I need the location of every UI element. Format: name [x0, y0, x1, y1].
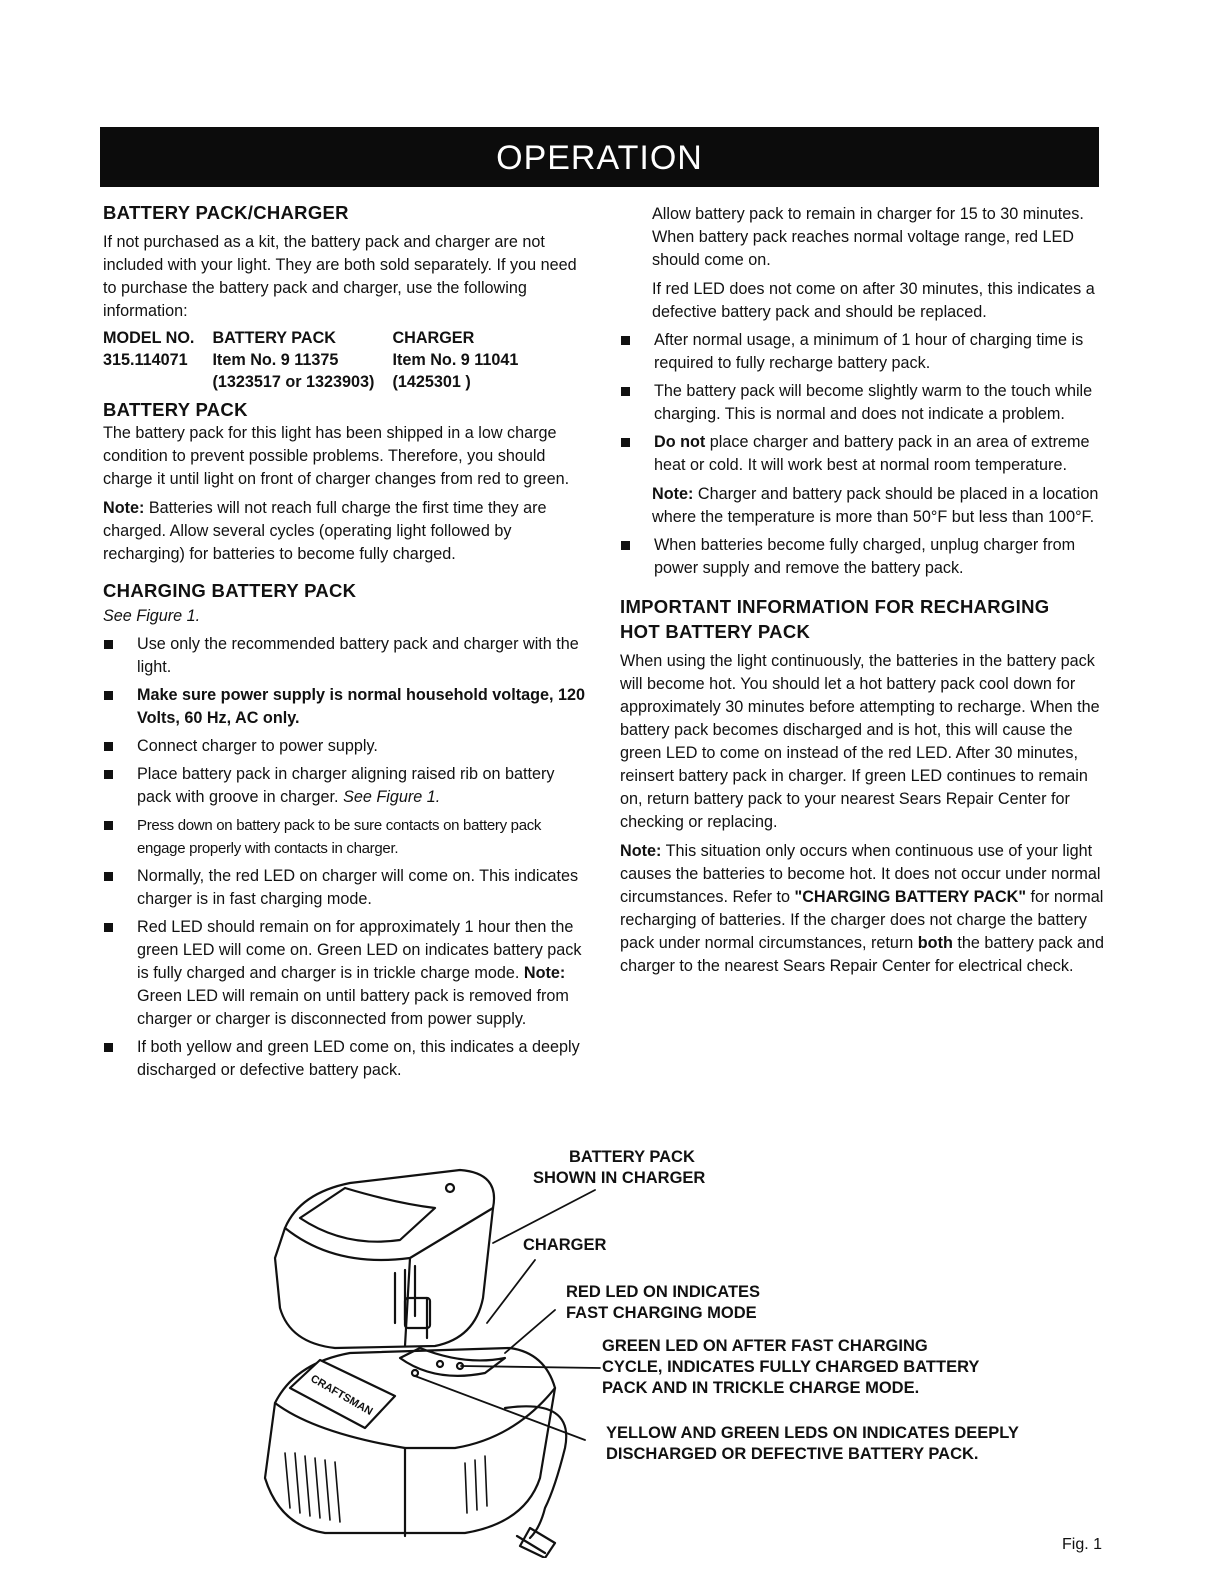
bullet-icon: [104, 923, 113, 932]
list-item: [620, 380, 1110, 426]
table-cell: Item No. 9 11375: [212, 351, 339, 369]
brand-text: CRAFTSMAN: [308, 1372, 375, 1419]
callout-line: PACK AND IN TRICKLE CHARGE MODE.: [602, 1379, 920, 1397]
bullet-icon: [621, 541, 630, 550]
callout-line: CHARGER: [523, 1236, 607, 1254]
callout-line: SHOWN IN CHARGER: [533, 1169, 706, 1187]
both-emphasis: both: [917, 934, 953, 952]
bullet-icon: [621, 438, 630, 447]
note-label: Note:: [103, 499, 145, 517]
list-item-text: Make sure power supply is normal household voltage, 120 Volts, 60 Hz, AC only.: [137, 686, 585, 727]
callout-line: CYCLE, INDICATES FULLY CHARGED BATTERY: [602, 1358, 980, 1376]
callout-line: YELLOW AND GREEN LEDS ON INDICATES DEEPLY: [606, 1424, 1019, 1442]
bullet-icon: [104, 742, 113, 751]
note-text: for normal recharging of batteries. If the charger does not charge the battery pack under normal circumstances, return: [620, 888, 1104, 952]
left-column: [103, 200, 593, 1082]
red-led: [437, 1361, 443, 1367]
callout-line: BATTERY PACK: [569, 1148, 695, 1166]
list-item-text: After normal usage, a minimum of 1 hour of charging time is required to fully recharge battery pack.: [654, 331, 1084, 372]
bullet-icon: [621, 387, 630, 396]
callout-line: GREEN LED ON AFTER FAST CHARGING: [602, 1337, 928, 1355]
table-row: [103, 349, 536, 371]
charger-vents: [285, 1453, 487, 1522]
important-heading-line1: IMPORTANT INFORMATION FOR RECHARGING: [620, 596, 1050, 617]
right-column: [620, 203, 1110, 978]
callout-yellow-green-led: [606, 1423, 1019, 1465]
bullet-icon: [104, 872, 113, 881]
list-item-text: Connect charger to power supply.: [137, 737, 378, 755]
note-label: Note:: [523, 964, 566, 982]
callout-line: FAST CHARGING MODE: [566, 1304, 757, 1322]
note-text: Green LED will remain on until battery pack is removed from charger or charger is disconnected from power supply.: [137, 987, 569, 1028]
table-header-cell: BATTERY PACK: [212, 329, 336, 347]
list-item-text: Normally, the red LED on charger will come on. This indicates charger is in fast charging mode.: [137, 867, 579, 908]
plug: [517, 1528, 555, 1558]
table-header-cell: MODEL NO.: [103, 329, 195, 347]
note-text: Batteries will not reach full charge the first time they are charged. Allow several cycles (operating light followed by recharging) for batteries to become fully charged.: [103, 499, 547, 563]
table-header-cell: CHARGER: [392, 329, 475, 347]
yellow-led: [412, 1370, 418, 1376]
bullet-icon: [621, 336, 630, 345]
bullet-icon: [104, 640, 113, 649]
list-item: [103, 763, 593, 809]
do-not-emphasis: Do not: [654, 433, 706, 451]
note-label: Note:: [652, 485, 694, 503]
page-title: OPERATION: [496, 139, 703, 177]
battery-pack-note: [103, 497, 593, 566]
page-title-banner: [100, 127, 1099, 187]
bullet-icon: [104, 770, 113, 779]
figure-ref: See Figure 1.: [343, 788, 441, 806]
continued-text: Allow battery pack to remain in charger for 15 to 30 minutes. When battery pack reaches normal voltage range, red LED should come on.: [652, 205, 1084, 269]
table-cell: (1323517 or 1323903): [212, 373, 375, 391]
bullet-icon: [104, 691, 113, 700]
list-item-text: Red LED should remain on for approximately 1 hour then the green LED will come on. Green LED on indicates battery pack is fully charged and charger is in trickle charge mode.: [137, 918, 582, 982]
important-text: When using the light continuously, the batteries in the battery pack will become hot. You should let a hot battery pack cool down for approximately 30 minutes before attempting to recharge. When the battery pack becomes discharged and is hot, this will cause the green LED to come on instead of the red LED. After 30 minutes, reinsert battery pack in charger. If green LED continues to remain on, return battery pack to your nearest Sears Repair Center for checking or replacing.: [620, 652, 1100, 831]
continued-text: If red LED does not come on after 30 minutes, this indicates a defective battery pack and should be replaced.: [652, 280, 1095, 321]
list-item-text: Use only the recommended battery pack and charger with the light.: [137, 635, 579, 676]
bullet-icon: [104, 1043, 113, 1052]
important-heading-line2: HOT BATTERY PACK: [620, 621, 811, 642]
bullet-icon: [104, 821, 113, 830]
list-item: [620, 431, 1110, 477]
list-item: [103, 633, 593, 679]
list-item: [620, 329, 1110, 375]
list-item-text: Place battery pack in charger aligning raised rib on battery pack with groove in charger.: [137, 765, 555, 806]
list-item-text: place charger and battery pack in an area of extreme heat or cold. It will work best at normal room temperature.: [654, 433, 1090, 474]
list-item: [103, 684, 593, 730]
section-ref: "CHARGING BATTERY PACK": [794, 888, 1027, 906]
table-cell: [103, 371, 212, 393]
list-item: [103, 916, 593, 1031]
battery-pack-text: The battery pack for this light has been shipped in a low charge condition to prevent possible problems. Therefore, you should charge it until light on front of charger changes from red to green.: [103, 424, 570, 488]
important-heading: [620, 594, 1110, 644]
callout-red-led: [566, 1282, 760, 1324]
figure-label: Fig. 1: [1061, 1536, 1102, 1553]
list-item: [103, 814, 593, 860]
note-text: the battery pack and charger to the nearest Sears Repair Center for electrical check.: [620, 934, 1105, 975]
table-cell: (1425301 ): [392, 373, 471, 391]
note-text: This situation only occurs when continuous use of your light causes the batteries to become hot. It does not occur under normal circumstances. Refer to: [620, 842, 1101, 906]
list-item: [103, 865, 593, 911]
callout-charger: [523, 1235, 606, 1256]
list-item-text: The battery pack will become slightly warm to the touch while charging. This is normal and does not indicate a problem.: [654, 382, 1093, 423]
battery-pack-charger-text: If not purchased as a kit, the battery pack and charger are not included with your light. They are both sold separately. If you need to purchase the battery pack and charger, use the following information:: [103, 233, 577, 320]
callout-battery-pack: [533, 1147, 705, 1189]
led-panel: [400, 1348, 505, 1376]
list-item: [103, 1036, 593, 1082]
table-cell: 315.114071: [103, 351, 188, 369]
table-cell: Item No. 9 11041: [392, 351, 519, 369]
see-figure-ref: See Figure 1.: [103, 607, 201, 625]
list-item: [103, 735, 593, 758]
list-item: [620, 534, 1110, 580]
parts-table: [103, 327, 536, 393]
battery-pack-heading: BATTERY PACK: [103, 399, 248, 420]
charging-heading: CHARGING BATTERY PACK: [103, 580, 357, 601]
battery-pack-charger-heading: BATTERY PACK/CHARGER: [103, 202, 349, 223]
temperature-note: [620, 483, 1110, 529]
parts-table-header: [103, 327, 536, 349]
list-item-text: If both yellow and green LED come on, this indicates a deeply discharged or defective battery pack.: [137, 1038, 580, 1079]
list-item-text: Press down on battery pack to be sure contacts on battery pack engage properly with contacts in charger.: [137, 817, 542, 857]
list-item-text: When batteries become fully charged, unplug charger from power supply and remove the battery pack.: [654, 536, 1076, 577]
callout-line: DISCHARGED OR DEFECTIVE BATTERY PACK.: [606, 1445, 979, 1463]
note-text: Charger and battery pack should be placed in a location where the temperature is more than 50°F but less than 100°F.: [652, 485, 1099, 526]
important-note: [620, 840, 1110, 978]
callout-green-led: [602, 1336, 979, 1399]
note-label: Note:: [620, 842, 662, 860]
callout-line: RED LED ON INDICATES: [566, 1283, 761, 1301]
table-row: [103, 371, 536, 393]
